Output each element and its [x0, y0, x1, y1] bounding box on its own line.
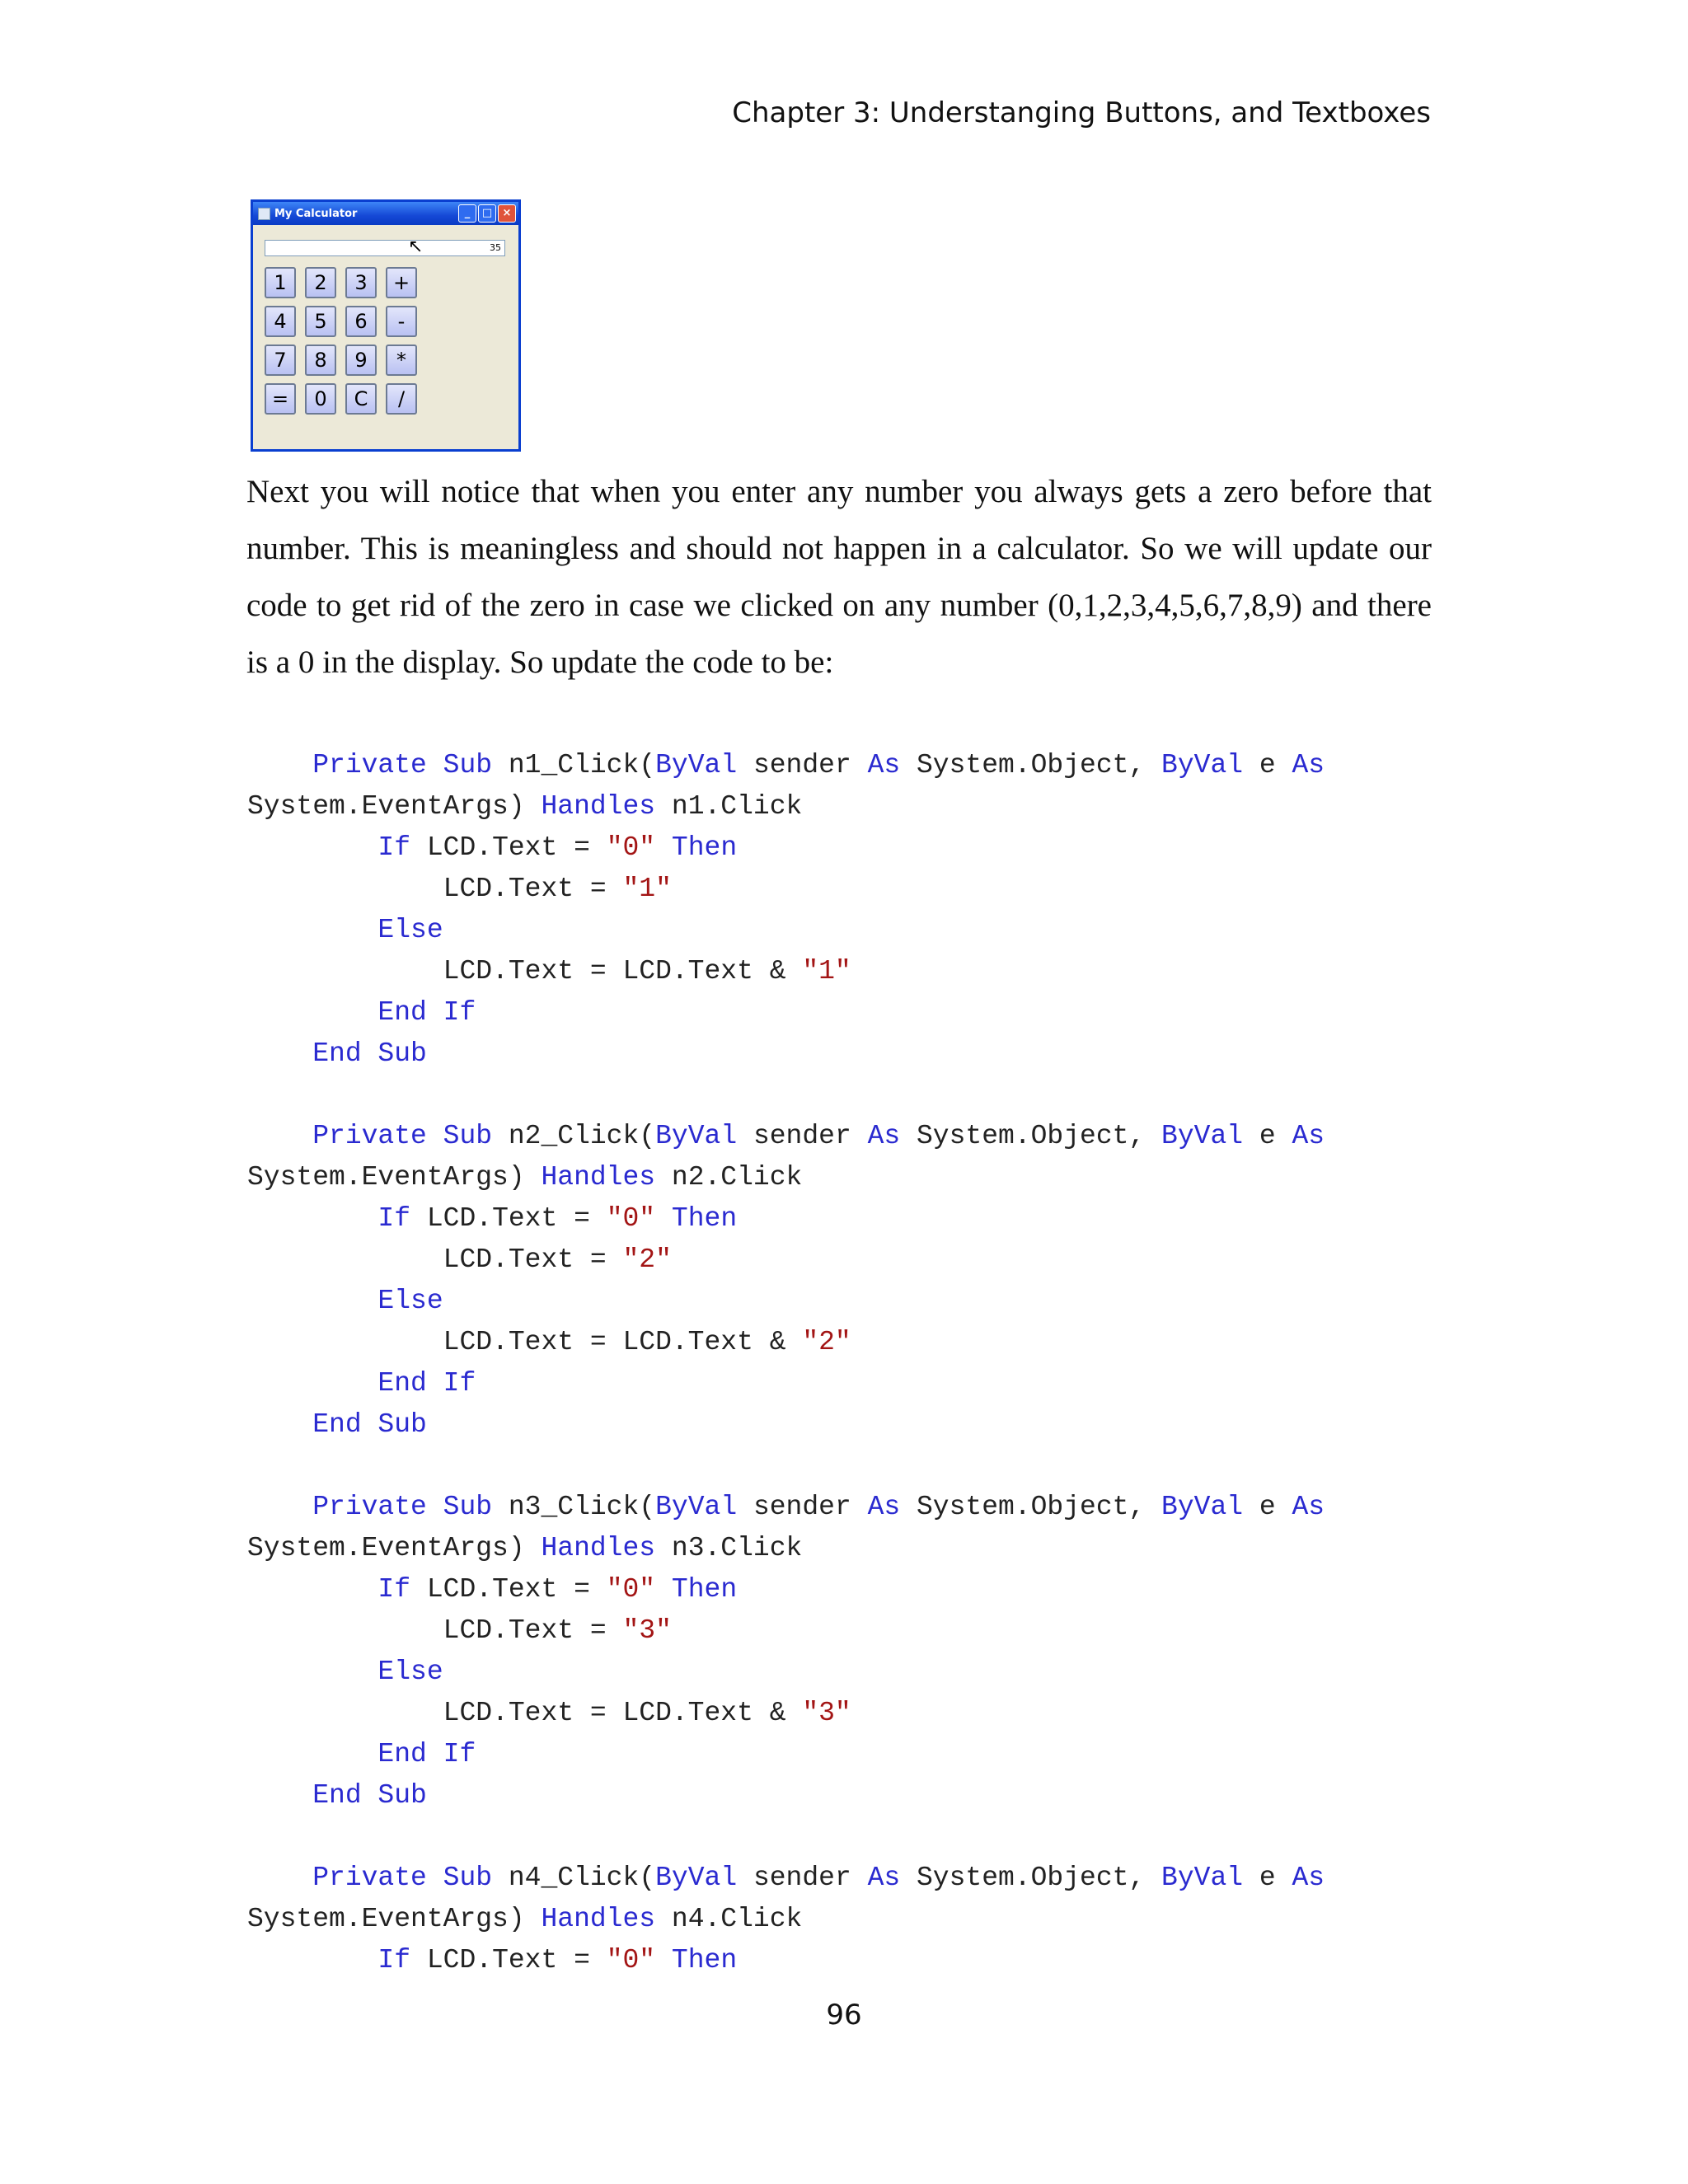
window-controls — [458, 204, 516, 223]
code-text: e — [1243, 1121, 1292, 1151]
code-line — [247, 1404, 1325, 1446]
code-line — [247, 1693, 1325, 1734]
key-1: 1 — [265, 267, 296, 298]
code-keyword: End Sub — [247, 1409, 427, 1440]
code-string: "2" — [802, 1327, 851, 1357]
code-text — [655, 1574, 672, 1605]
key-9: 9 — [345, 344, 377, 376]
page-number: 96 — [826, 1999, 862, 2032]
key-multiply: * — [386, 344, 417, 376]
code-line — [247, 1940, 1325, 1981]
code-line — [247, 1281, 1325, 1322]
code-keyword: Then — [671, 1203, 738, 1234]
code-keyword: Then — [671, 1574, 738, 1605]
code-text — [655, 1945, 672, 1975]
code-keyword: End Sub — [247, 1780, 427, 1811]
code-line — [247, 1157, 1325, 1198]
code-line — [247, 1198, 1325, 1240]
code-keyword: End If — [247, 1739, 476, 1769]
code-text: System.Object, — [900, 1492, 1162, 1522]
key-4: 4 — [265, 306, 296, 337]
code-string: "0" — [606, 1574, 656, 1605]
code-line — [247, 1240, 1325, 1281]
code-keyword: As — [867, 750, 901, 780]
code-line — [247, 827, 1325, 869]
code-text: n3_Click( — [492, 1492, 656, 1522]
code-text: System.EventArgs) — [247, 791, 542, 822]
chapter-header: Chapter 3: Understanging Buttons, and Textboxes — [732, 96, 1431, 129]
code-text: LCD.Text = — [410, 1574, 607, 1605]
code-line — [247, 745, 1325, 786]
code-keyword: If — [247, 1945, 411, 1975]
calculator-screenshot — [251, 199, 521, 452]
code-keyword: As — [1292, 1492, 1325, 1522]
code-line — [247, 1446, 1325, 1487]
code-line — [247, 1363, 1325, 1404]
code-line — [247, 1734, 1325, 1775]
code-text: LCD.Text = LCD.Text & — [247, 1698, 803, 1728]
code-text: n4_Click( — [492, 1863, 656, 1893]
key-3: 3 — [345, 267, 377, 298]
code-keyword: Handles — [541, 1533, 656, 1563]
key-equals: = — [265, 383, 296, 415]
code-text: System.Object, — [900, 1121, 1162, 1151]
code-keyword: ByVal — [655, 750, 738, 780]
code-text: n1_Click( — [492, 750, 656, 780]
code-string: "0" — [606, 1203, 656, 1234]
code-keyword: Else — [247, 1657, 443, 1687]
code-keyword: ByVal — [655, 1863, 738, 1893]
code-text: System.EventArgs) — [247, 1533, 542, 1563]
code-keyword: Handles — [541, 791, 656, 822]
code-keyword: ByVal — [1161, 1863, 1244, 1893]
key-7: 7 — [265, 344, 296, 376]
code-text: e — [1243, 1863, 1292, 1893]
body-paragraph: Next you will notice that when you enter any number you always gets a zero before that number. This is meaningless and should not happen in a calculator. So we will update our code to get rid of the zero in case we clicked on any number (0,1,2,3,4,5,6,7,8,9) and there is a 0 in the display. So update the code to be: — [246, 474, 1432, 680]
key-clear: C — [345, 383, 377, 415]
code-keyword: If — [247, 1574, 411, 1605]
code-text: LCD.Text = — [247, 874, 623, 904]
code-keyword: Private Sub — [247, 750, 493, 780]
code-text: LCD.Text = — [247, 1615, 623, 1646]
code-line — [247, 951, 1325, 992]
key-0: 0 — [305, 383, 336, 415]
code-text: sender — [737, 1492, 868, 1522]
code-text: n2.Click — [655, 1162, 803, 1193]
calculator-title-bar — [253, 202, 518, 225]
minimize-icon: _ — [458, 204, 476, 223]
code-text: e — [1243, 1492, 1292, 1522]
calculator-display: 35 — [265, 240, 505, 256]
code-keyword: As — [1292, 750, 1325, 780]
code-keyword: As — [1292, 1121, 1325, 1151]
code-keyword: Private Sub — [247, 1863, 493, 1893]
code-line — [247, 1652, 1325, 1693]
code-keyword: Else — [247, 915, 443, 945]
code-line — [247, 869, 1325, 910]
code-text: n3.Click — [655, 1533, 803, 1563]
code-line — [247, 1322, 1325, 1363]
code-line — [247, 1899, 1325, 1940]
app-icon — [258, 208, 270, 220]
code-keyword: Then — [671, 1945, 738, 1975]
code-keyword: Handles — [541, 1904, 656, 1934]
key-minus: - — [386, 306, 417, 337]
code-text: System.EventArgs) — [247, 1162, 542, 1193]
code-keyword: Then — [671, 832, 738, 863]
code-keyword: ByVal — [655, 1121, 738, 1151]
code-keyword: As — [867, 1863, 901, 1893]
key-6: 6 — [345, 306, 377, 337]
code-text: System.EventArgs) — [247, 1904, 542, 1934]
code-text — [655, 832, 672, 863]
code-line — [247, 1610, 1325, 1652]
code-line — [247, 1033, 1325, 1075]
code-string: "3" — [622, 1615, 672, 1646]
code-text: LCD.Text = LCD.Text & — [247, 956, 803, 987]
code-text: sender — [737, 1863, 868, 1893]
code-keyword: Private Sub — [247, 1121, 493, 1151]
code-line — [247, 1075, 1325, 1116]
code-text: n1.Click — [655, 791, 803, 822]
code-string: "1" — [622, 874, 672, 904]
code-keyword: End If — [247, 1368, 476, 1399]
maximize-icon: □ — [478, 204, 496, 223]
code-keyword: As — [867, 1121, 901, 1151]
code-line — [247, 1116, 1325, 1157]
code-line — [247, 1528, 1325, 1569]
code-text: System.Object, — [900, 1863, 1162, 1893]
code-text: sender — [737, 1121, 868, 1151]
key-plus: + — [386, 267, 417, 298]
calculator-keypad — [265, 267, 417, 415]
code-keyword: Handles — [541, 1162, 656, 1193]
close-icon: × — [498, 204, 516, 223]
code-keyword: ByVal — [1161, 750, 1244, 780]
code-keyword: Else — [247, 1286, 443, 1316]
code-keyword: End Sub — [247, 1038, 427, 1069]
code-line — [247, 1816, 1325, 1858]
code-text: System.Object, — [900, 750, 1162, 780]
code-line — [247, 1569, 1325, 1610]
code-string: "0" — [606, 832, 656, 863]
code-text — [655, 1203, 672, 1234]
code-keyword: If — [247, 832, 411, 863]
key-2: 2 — [305, 267, 336, 298]
code-keyword: ByVal — [1161, 1492, 1244, 1522]
mouse-cursor-icon: ↖ — [408, 237, 424, 257]
code-text: sender — [737, 750, 868, 780]
code-text: e — [1243, 750, 1292, 780]
code-keyword: Private Sub — [247, 1492, 493, 1522]
code-keyword: If — [247, 1203, 411, 1234]
calculator-window-title: My Calculator — [274, 207, 358, 220]
code-text: n2_Click( — [492, 1121, 656, 1151]
code-keyword: As — [867, 1492, 901, 1522]
code-line — [247, 992, 1325, 1033]
code-line — [247, 786, 1325, 827]
code-text: n4.Click — [655, 1904, 803, 1934]
code-line — [247, 1858, 1325, 1899]
code-string: "2" — [622, 1244, 672, 1275]
code-text: LCD.Text = — [247, 1244, 623, 1275]
key-divide: / — [386, 383, 417, 415]
code-listing — [247, 745, 1325, 1981]
code-keyword: ByVal — [1161, 1121, 1244, 1151]
code-keyword: ByVal — [655, 1492, 738, 1522]
code-line — [247, 1775, 1325, 1816]
code-string: "1" — [802, 956, 851, 987]
code-line — [247, 1487, 1325, 1528]
code-text: LCD.Text = LCD.Text & — [247, 1327, 803, 1357]
code-line — [247, 910, 1325, 951]
code-keyword: End If — [247, 997, 476, 1028]
code-text: LCD.Text = — [410, 832, 607, 863]
code-string: "3" — [802, 1698, 851, 1728]
key-8: 8 — [305, 344, 336, 376]
code-string: "0" — [606, 1945, 656, 1975]
code-keyword: As — [1292, 1863, 1325, 1893]
key-5: 5 — [305, 306, 336, 337]
code-text: LCD.Text = — [410, 1945, 607, 1975]
code-text: LCD.Text = — [410, 1203, 607, 1234]
